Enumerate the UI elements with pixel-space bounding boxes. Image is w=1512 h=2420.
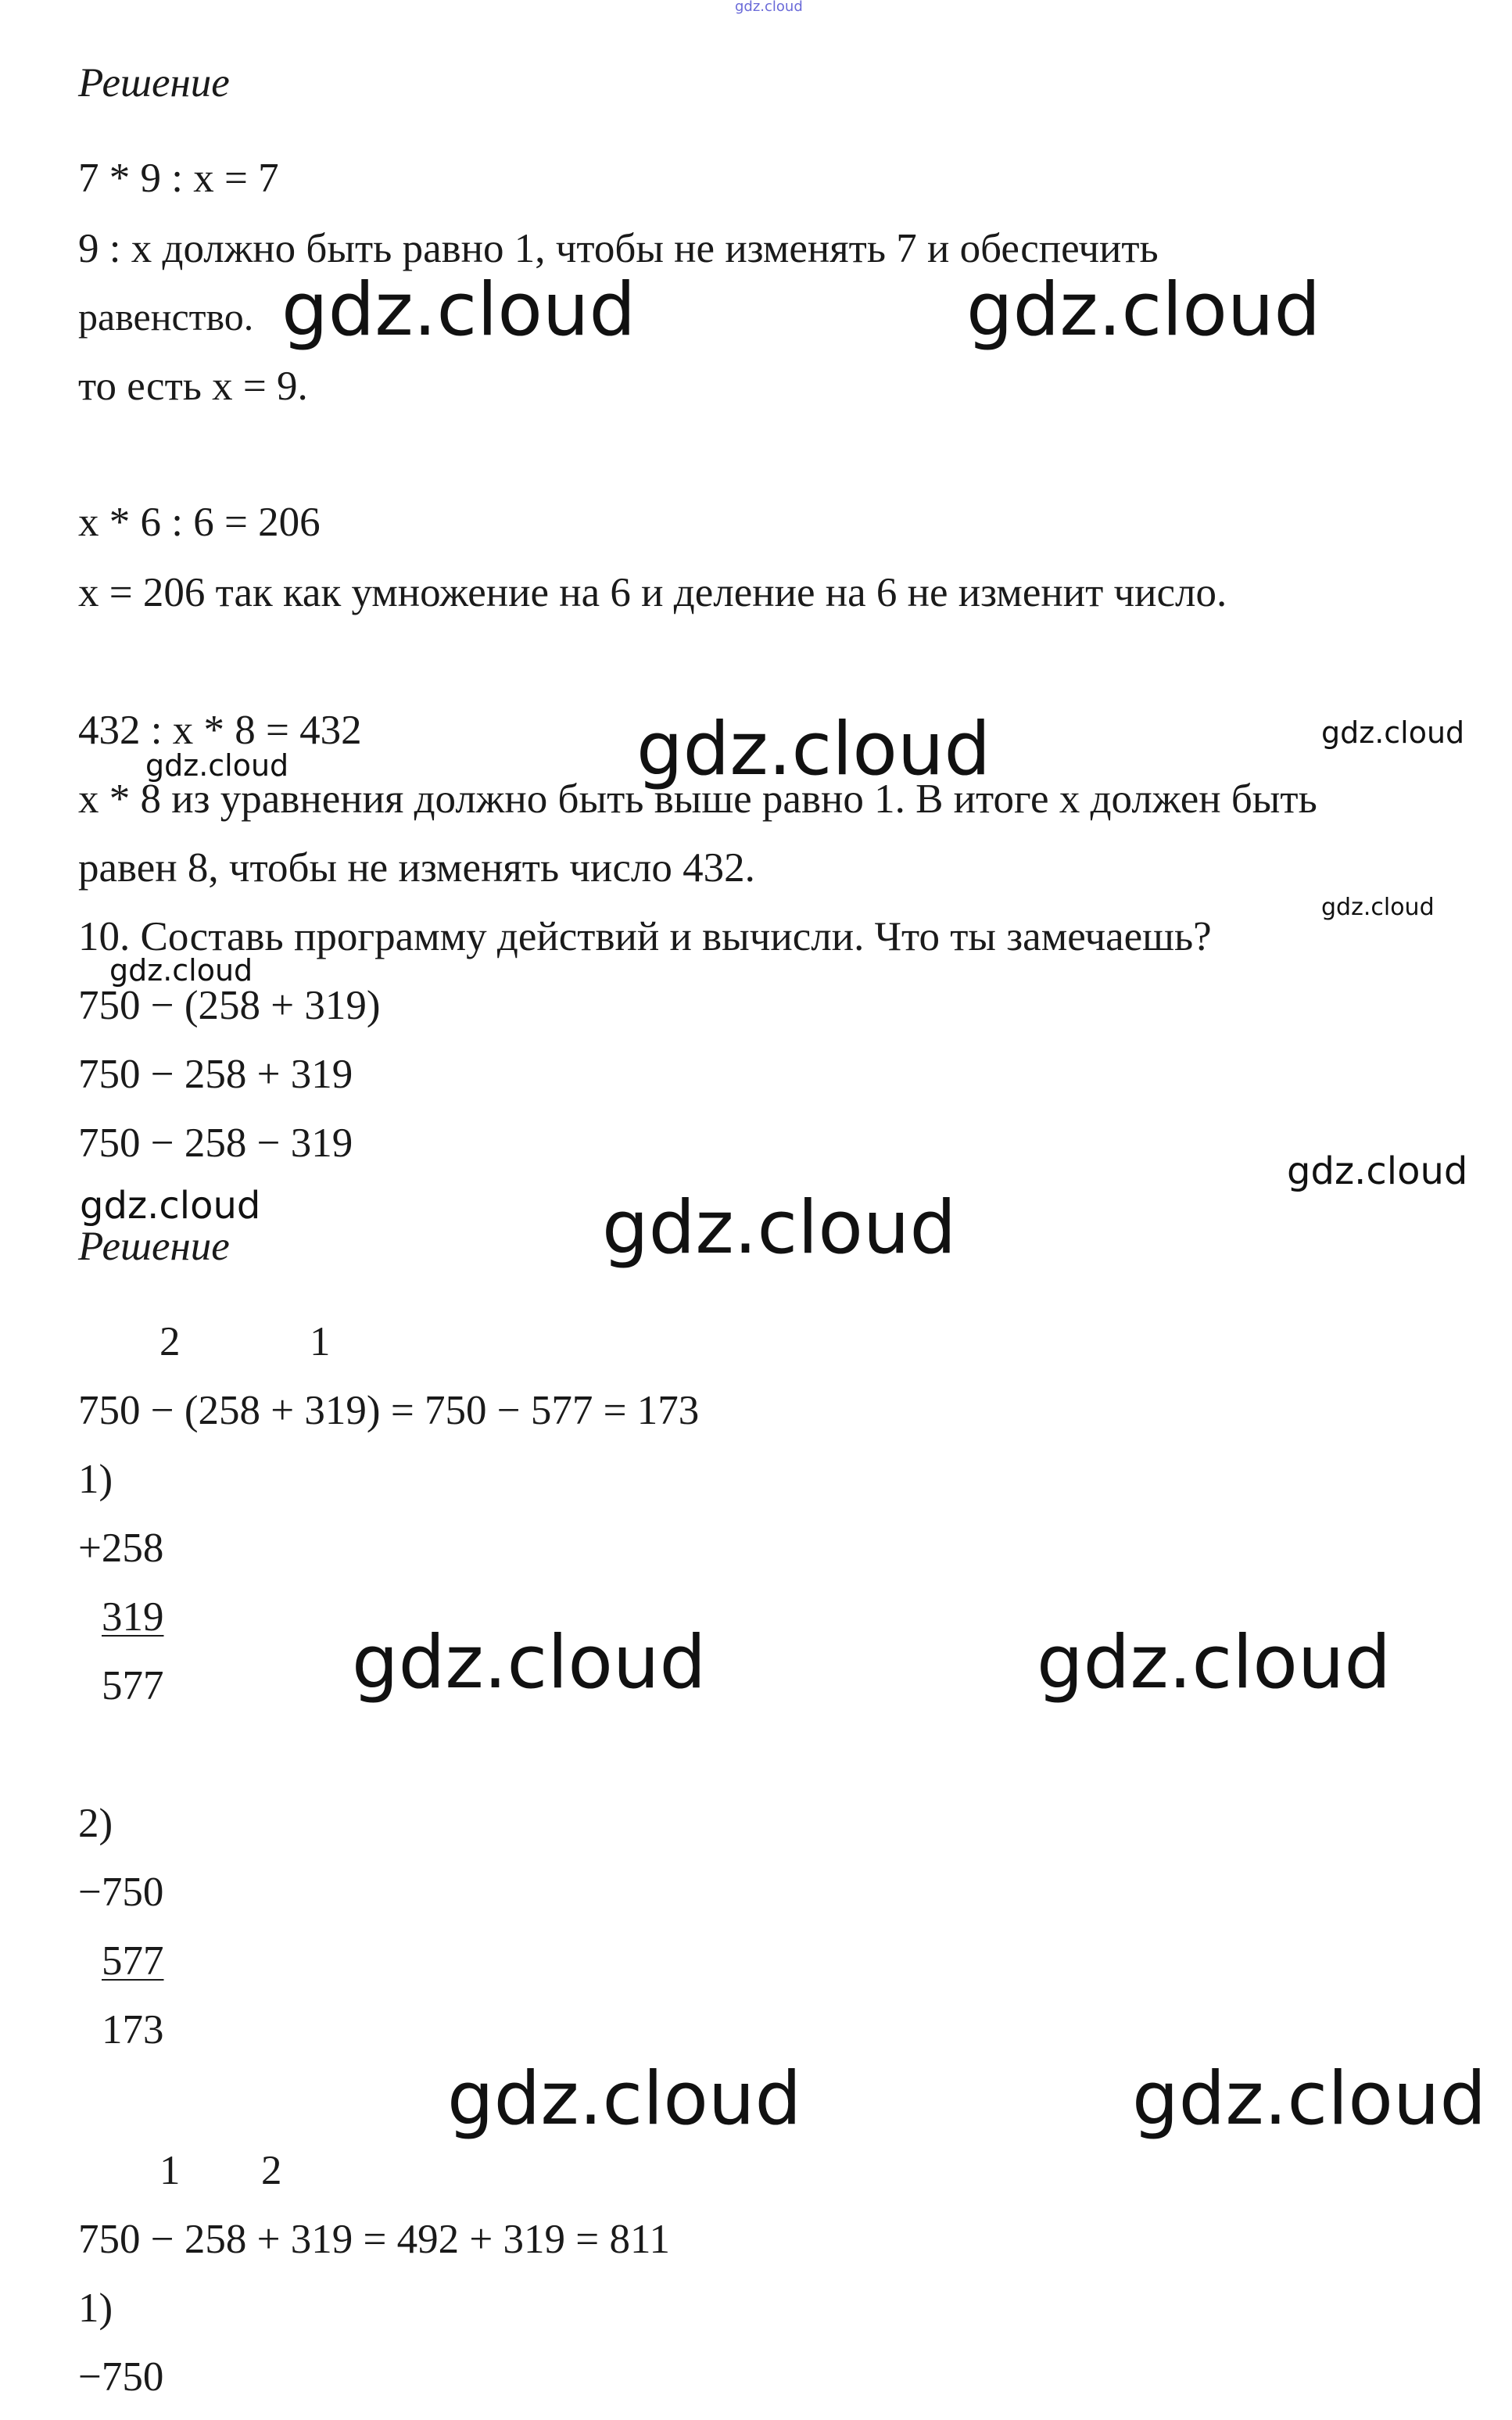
watermark: gdz.cloud — [1321, 715, 1465, 750]
solution-1-step-1-label: 1) — [78, 1457, 113, 1502]
watermark: gdz.cloud — [145, 748, 289, 783]
task-10-statement: 10. Составь программу действий и вычисли. Что ты замечаешь? — [78, 914, 1212, 959]
solution-1-step-2-label: 2) — [78, 1801, 113, 1846]
watermark: gdz.cloud — [80, 1184, 261, 1228]
column-subtraction-second: 577 — [102, 1938, 164, 1984]
equation-1-explanation-line-3: то есть x = 9. — [78, 364, 308, 409]
solution-heading-1: Решение — [78, 60, 230, 106]
task-10-expression-1: 750 − (258 + 319) — [78, 983, 381, 1028]
column-addition-second: 319 — [102, 1594, 164, 1640]
column-addition-result: 577 — [102, 1663, 164, 1708]
watermark: gdz.cloud — [1321, 894, 1435, 921]
equation-2: x * 6 : 6 = 206 — [78, 500, 321, 545]
solution-heading-2: Решение — [78, 1224, 230, 1269]
watermark: gdz.cloud — [447, 2056, 802, 2142]
equation-3-explanation-line-1: x * 8 из уравнения должно быть выше равно 1. В итоге x должен быть — [78, 776, 1317, 822]
action-order-number: 1 — [159, 2148, 181, 2193]
watermark: gdz.cloud — [1287, 1149, 1468, 1193]
action-order-number: 2 — [261, 2148, 282, 2193]
equation-2-explanation: x = 206 так как умножение на 6 и деление на 6 не изменит число. — [78, 570, 1227, 615]
action-order-number: 2 — [159, 1319, 181, 1364]
task-10-expression-3: 750 − 258 − 319 — [78, 1120, 353, 1166]
solution-1-line: 750 − (258 + 319) = 750 − 577 = 173 — [78, 1388, 700, 1433]
watermark: gdz.cloud — [1132, 2056, 1487, 2142]
watermark: gdz.cloud — [636, 707, 991, 792]
watermark: gdz.cloud — [966, 267, 1321, 353]
equation-1: 7 * 9 : x = 7 — [78, 156, 279, 201]
column-subtraction-result: 173 — [102, 2007, 164, 2053]
equation-1-explanation-line-1: 9 : x должно быть равно 1, чтобы не изменять 7 и обеспечить — [78, 226, 1159, 271]
watermark: gdz.cloud — [109, 953, 253, 988]
column-subtraction-top-2: −750 — [78, 2354, 164, 2400]
watermark: gdz.cloud — [352, 1620, 707, 1705]
column-addition-top: +258 — [78, 1525, 164, 1571]
solution-2-step-1-label: 1) — [78, 2286, 113, 2331]
watermark-top: gdz.cloud — [735, 0, 803, 15]
task-10-expression-2: 750 − 258 + 319 — [78, 1052, 353, 1097]
watermark: gdz.cloud — [281, 267, 636, 353]
solution-2-line: 750 − 258 + 319 = 492 + 319 = 811 — [78, 2217, 670, 2262]
action-order-number: 1 — [310, 1319, 331, 1364]
watermark: gdz.cloud — [602, 1185, 957, 1271]
equation-3-explanation-line-2: равен 8, чтобы не изменять число 432. — [78, 845, 755, 891]
equation-1-explanation-line-2: равенство. — [78, 295, 254, 339]
equation-3: 432 : x * 8 = 432 — [78, 708, 362, 753]
column-subtraction-top: −750 — [78, 1870, 164, 1915]
watermark: gdz.cloud — [1037, 1620, 1392, 1705]
